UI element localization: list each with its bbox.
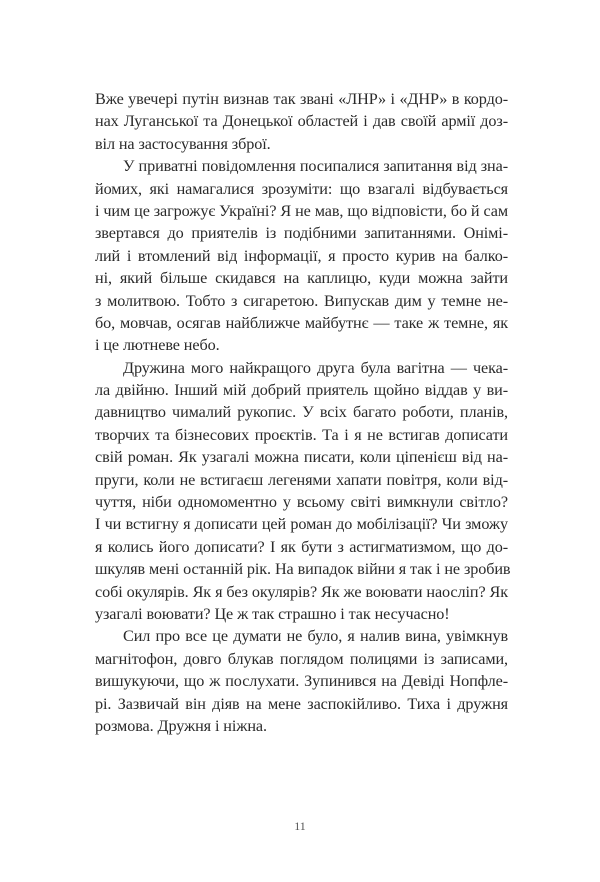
page-number: 11: [294, 819, 306, 833]
text-line: узагалі воювати? Це ж так страшно і так несучасно!: [95, 604, 450, 623]
text-line: йомих, які намагалися зрозуміти: що взагалі відбувається: [95, 179, 508, 198]
text-line: Дружина мого найкращого друга була вагітна — чека-: [123, 358, 508, 377]
text-line: рі. Зазвичай він діяв на мене заспокійливо. Тиха і дружня: [95, 694, 508, 713]
text-line: І чи встигну я дописати цей роман до мобілізації? Чи зможу: [95, 515, 508, 534]
text-line: Вже увечері путін визнав так звані «ЛНР» і «ДНР» в кордо-: [95, 90, 508, 108]
text-line: Сил про все це думати не було, я налив вина, увімкнув: [123, 627, 508, 646]
text-line: чуття, ніби одномоментно у всьому світі вимкнули світло?: [95, 493, 508, 512]
text-line: з молитвою. Тобто з сигаретою. Випускав дим у темне не-: [95, 291, 508, 310]
text-line: ла двійню. Інший мій добрий приятель щойно віддав у ви-: [95, 381, 508, 400]
text-line: вишукуючи, що ж послухати. Зупинився на Девіді Нопфле-: [95, 672, 508, 691]
text-line: давництво чималий рукопис. У всіх багато роботи, планів,: [95, 403, 508, 422]
text-line: звертався до приятелів із подібними запитаннями. Онімі-: [95, 224, 508, 243]
text-line: шкуляв мені останній рік. На випадок війни я так і не зробив: [95, 560, 511, 579]
text-line: ні, який більше скидався на каплицю, куди можна зайти: [95, 269, 508, 288]
text-line: собі окулярів. Як я без окулярів? Як же воювати наосліп? Як: [95, 582, 508, 601]
body-text: [95, 88, 511, 737]
paragraph-3: [95, 357, 511, 626]
paragraph-1: [95, 88, 508, 155]
text-line: свій роман. Як узагалі можна писати, коли ціпенієш від на-: [95, 448, 508, 467]
text-line: лий і втомлений від інформації, я просто курив на балко-: [95, 246, 508, 265]
text-line: пруги, коли не встигаєш легенями хапати повітря, коли від-: [95, 470, 508, 489]
text-line: магнітофон, довго блукав поглядом полицями із записами,: [95, 649, 508, 668]
text-line: і чим це загрожує Україні? Я не мав, що відповісти, бо й сам: [95, 201, 508, 220]
text-line: бо, мовчав, осягав найближче майбутнє — таке ж темне, як: [95, 313, 508, 332]
text-line: У приватні повідомлення посипалися запитання від зна-: [123, 157, 508, 176]
paragraph-4: [95, 625, 508, 737]
text-line: нах Луганської та Донецької областей і дав своїй армії доз-: [95, 112, 508, 131]
text-line: і це лютневе небо.: [95, 336, 220, 355]
text-line: розмова. Дружня і ніжна.: [95, 716, 267, 735]
text-line: віл на застосування зброї.: [95, 134, 271, 153]
text-line: я колись його дописати? І як бути з астигматизмом, що до-: [95, 537, 508, 556]
text-line: творчих та бізнесових проєктів. Та і я не встигав дописати: [95, 425, 508, 444]
paragraph-2: [95, 155, 508, 357]
